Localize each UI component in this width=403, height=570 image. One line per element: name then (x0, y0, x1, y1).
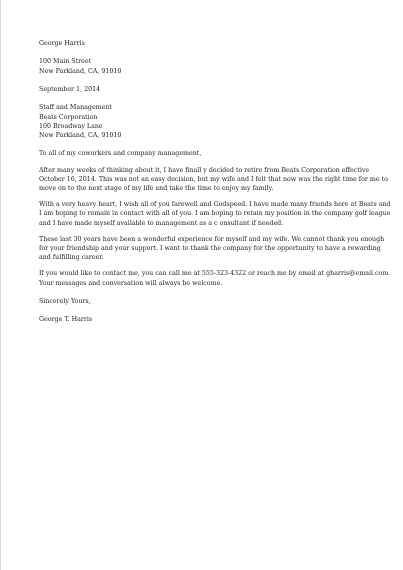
letter-body (39, 39, 394, 325)
sender-name: George Harris (39, 40, 85, 47)
paragraph-farewell: With a very heavy heart, I wish all of you farewell and Godspeed. I have made many friends here at Beats and I am hoping to remain in contact with all of you. I am hoping to retain my position in the company golf league and I have made myself available to management as a c onsultant if needed. (39, 201, 391, 227)
recipient-line-4: New Parkland, CA, 91010 (39, 131, 122, 139)
sender-city: New Parkland, CA, 91010 (39, 67, 122, 75)
paragraph-retirement: After many weeks of thinking about it, I have finall y decided to retire from Beats Corporation effective October 16, 2014. This was not an easy decision, but my wife and I felt that now was the right time for me to move on to the next stage of my life and take the time to enjoy my family. (39, 166, 388, 192)
letter-date: September 1, 2014 (39, 85, 101, 93)
closing: Sincerely Yours, (39, 298, 91, 305)
recipient-line-2: Beats Corporation (39, 113, 98, 121)
sender-street: 100 Main Street (39, 58, 92, 66)
paragraph-contact: If you would like to contact me, you can call me at 555-323-4322 or reach me by email at gharris@email.com. Your messages and conversation will always be welcome. (39, 270, 391, 287)
salutation: To all of my coworkers and company management, (39, 150, 202, 158)
recipient-line-3: 100 Broadway Lane (39, 122, 103, 130)
recipient-line-1: Staff and Management (39, 104, 112, 112)
paragraph-thanks: These last 30 years have been a wonderful experience for myself and my wife. We cannot thank you enough for your friendship and your support. I want to thank the company for the opportunity to have a rewarding and fulfilling career. (39, 235, 385, 262)
signature-name: George T. Harris (39, 316, 93, 324)
